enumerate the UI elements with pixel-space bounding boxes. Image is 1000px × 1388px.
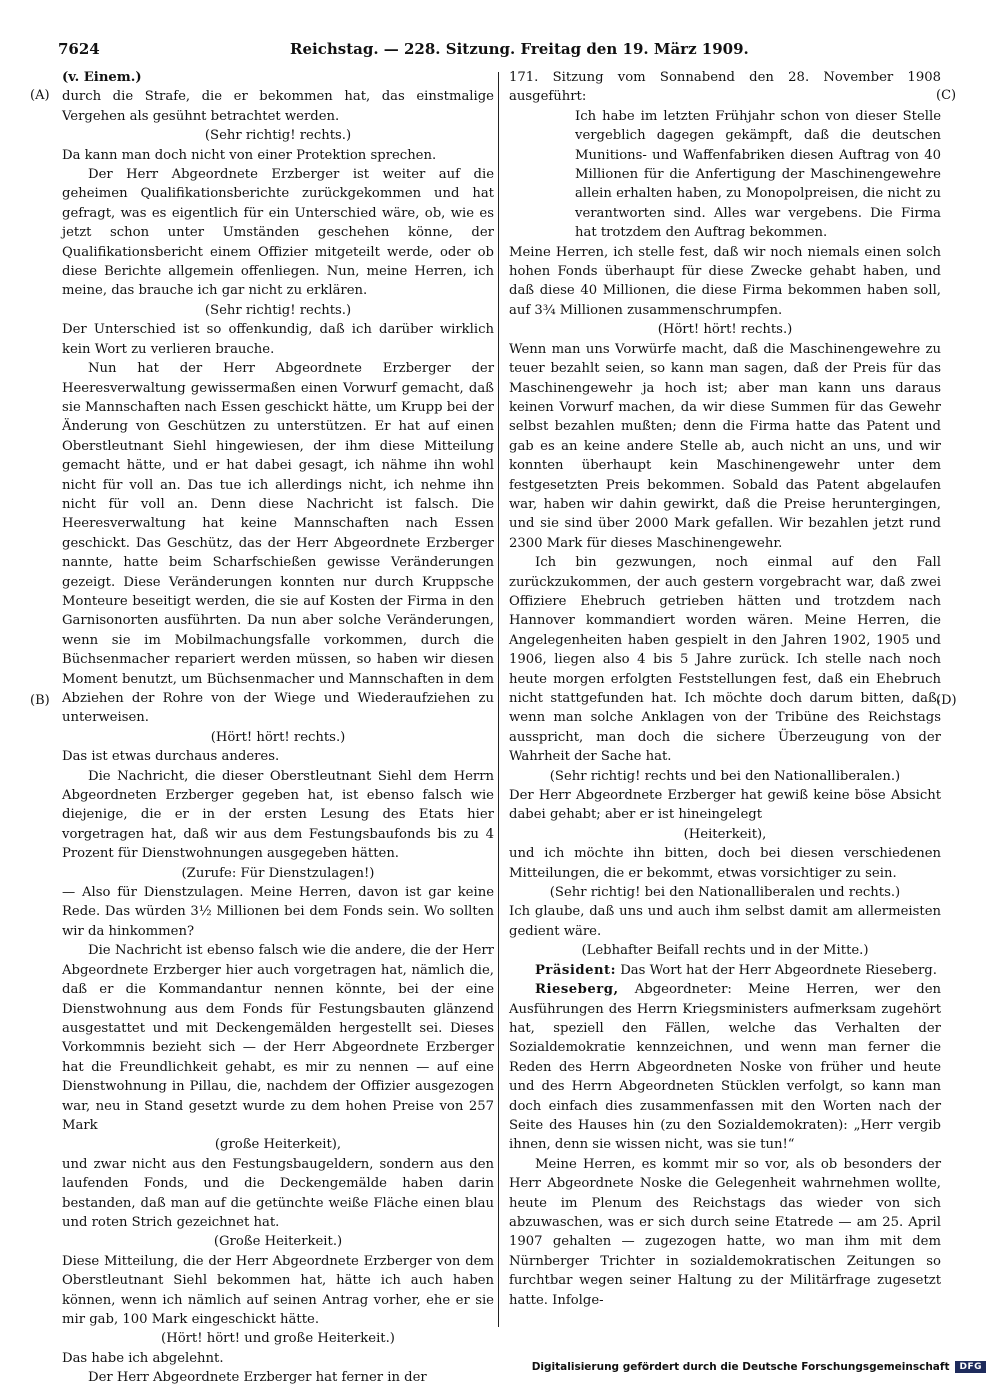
paragraph-text: Das Wort hat der Herr Abgeordnete Rieseberg.	[620, 962, 937, 978]
paragraph: — Also für Dienstzulagen. Meine Herren, davon ist gar keine Rede. Das würden 3½ Millionen bei dem Fonds sein. Wo sollten wir da hinkommen?	[62, 885, 494, 939]
paragraph: Die Nachricht ist ebenso falsch wie die andere, die der Herr Abgeordnete Erzberger hier auch vorgetragen hat, nämlich die, daß er die Kommandantur nennen könnte, bei der eine Dienstwohnung aus dem Fonds für Festungsbauten glänzend ausgestattet und mit Deckengemälden hergestellt sei. Dieses Vorkommnis bezieht sich — der Herr Abgeordnete Erzberger hat die Freundlichkeit gehabt, es mir zu nennen — auf eine Dienstwohnung in Pillau, die, nachdem der Offizier ausgezogen war, neu in Stand gesetzt wurde zu dem hohen Preise von 257 Mark	[62, 943, 494, 1133]
credit-text: Digitalisierung gefördert durch die Deutsche Forschungsgemeinschaft	[531, 1361, 950, 1373]
paragraph	[509, 961, 941, 980]
paragraph: Der Herr Abgeordnete Erzberger ist weiter auf die geheimen Qualifikationsberichte zurückgekommen und hat gefragt, was es eigentlich für ein Unterschied wäre, ob, wie es jetzt schon unter Umständen geschehen könne, der Qualifikationsbericht einem Offizier mitgeteilt werde, oder ob diese Berichte allgemein offenliegen. Nun, meine Herren, ich meine, das brauche ich gar nicht zu erklären.	[62, 167, 494, 299]
interjection: (große Heiterkeit),	[214, 1137, 342, 1153]
interjection: (Hört! hört! und große Heiterkeit.)	[161, 1331, 395, 1347]
paragraph: Ich bin gezwungen, noch einmal auf den Fall zurückzukommen, der auch gestern vorgebracht war, daß zwei Offiziere Ehebruch getrieben hätten und trotzdem nach Hannover kommandiert worden wären. Meine Herren, die Angelegenheiten haben gespielt in den Jahren 1902, 1905 und 1906, liegen also 4 bis 5 Jahre zurück. Ich stelle nach noch heute morgen erfolgten Feststellungen fest, daß ein Ehebruch nicht stattgefunden hat. Ich möchte doch darum bitten, daß, wenn man solche Anklagen von der Tribüne des Reichstags ausspricht, man doch die sichere Überzeugung von der Wahrheit der Sache hat.	[509, 555, 941, 765]
margin-mark-d: (D)	[936, 693, 957, 708]
margin-mark-b: (B)	[30, 693, 50, 708]
paragraph: Der Herr Abgeordnete Erzberger hat gewiß keine böse Absicht dabei gehabt; aber er ist hineingelegt	[509, 788, 941, 823]
paragraph: Die Nachricht, die dieser Oberstleutnant Siehl dem Herrn Abgeordneten Erzberger gegeben hat, ist ebenso falsch wie diejenige, die er in der ersten Lesung des Etats hier vorgetragen hat, daß wir aus dem Festungsbaufonds bis zu 4 Prozent für Dienstwohnungen ausgegeben hätten.	[62, 768, 494, 862]
quotation: Ich habe im letzten Frühjahr schon von dieser Stelle vergeblich dagegen gekämpft, daß die deutschen Munitions- und Waffenfabriken diesen Auftrag von 40 Millionen für die Anfertigung der Maschinengewehre allein erhalten haben, zu Monopolpreisen, die nicht zu verantworten sind. Alles war vergebens. Die Firma hat trotzdem den Auftrag bekommen.	[575, 108, 941, 241]
speaker-tag: (v. Einem.)	[62, 70, 142, 85]
page-number: 7624	[58, 40, 100, 58]
paragraph: Ich glaube, daß uns und auch ihm selbst damit am allermeisten gedient wäre.	[509, 904, 941, 939]
margin-mark-a: (A)	[30, 88, 50, 103]
paragraph: und ich möchte ihn bitten, doch bei diesen verschiedenen Mitteilungen, die er bekommt, etwas vorsichtiger zu sein.	[509, 846, 941, 881]
paragraph: Der Herr Abgeordnete Erzberger hat ferner in der	[88, 1370, 427, 1386]
dfg-logo-icon: DFG	[955, 1361, 986, 1373]
paragraph: und zwar nicht aus den Festungsbaugeldern, sondern aus den laufenden Fonds, und die Deckengemälde haben darin bestanden, daß man auf die getünchte weiße Fläche einen blau und roten Strich gezeichnet hat.	[62, 1156, 494, 1230]
paragraph: Da kann man doch nicht von einer Protektion sprechen.	[62, 147, 437, 163]
interjection: (Sehr richtig! rechts.)	[204, 302, 352, 318]
interjection: (Heiterkeit),	[683, 826, 767, 842]
paragraph: Wenn man uns Vorwürfe macht, daß die Maschinengewehre zu teuer bezahlt seien, so kann man sagen, daß der Preis für das Maschinengewehr ja hoch ist; aber man kann uns daraus keinen Vorwurf machen, da wir diese Summen für das Gewehr selbst bezahlen mußten; denn die Firma hatte das Patent und gab es an keine andere Stelle ab, auch nicht an uns, und wir konnten überhaupt kein Maschinengewehr unter dem festgesetzten Preis bekommen. Sobald das Patent abgelaufen war, haben wir dahin gewirkt, daß die Preise heruntergingen, und sie sind über 2000 Mark gefallen. Wir bezahlen jetzt rund 2300 Mark für dieses Maschinengewehr.	[509, 341, 941, 551]
page-header	[0, 0, 1000, 70]
speaker-name: Präsident:	[535, 962, 617, 978]
interjection: (Hört! hört! rechts.)	[210, 729, 346, 745]
column-rule	[498, 72, 499, 1327]
paragraph: durch die Strafe, die er bekommen hat, das einstmalige Vergehen als gesühnt betrachtet werden.	[62, 89, 494, 124]
paragraph: 171. Sitzung vom Sonnabend den 28. November 1908 ausgeführt:	[509, 70, 941, 105]
interjection: (Lebhafter Beifall rechts und in der Mitte.)	[581, 943, 869, 959]
paragraph: Meine Herren, es kommt mir so vor, als ob besonders der Herr Abgeordnete Noske die Gelegenheit wahrnehmen wollte, heute im Plenum des Reichstags das wieder von sich abzuwaschen, was er sich durch seine Etatrede — am 25. April 1907 gehalten — zugezogen hatte, wo man ihm mit dem Nürnberger Trichter in sozialdemokratischen Zeitungen so furchtbar wegen seiner Haltung zu der Militärfrage zugesetzt hatte. Infolge-	[509, 1156, 941, 1308]
left-column	[62, 68, 494, 1386]
paragraph: Das habe ich abgelehnt.	[62, 1350, 224, 1366]
digitization-credit	[532, 1361, 986, 1373]
paragraph	[509, 980, 941, 1155]
paragraph: Diese Mitteilung, die der Herr Abgeordnete Erzberger von dem Oberstleutnant Siehl bekommen hat, hätte ich auch haben können, wenn ich nämlich auf seinen Antrag vorher, ehe er sie mir gab, 100 Mark eingeschickt hätte.	[62, 1253, 494, 1327]
paragraph: Nun hat der Herr Abgeordnete Erzberger der Heeresverwaltung gewissermaßen einen Vorwurf gemacht, daß sie Mannschaften nach Essen geschickt hätte, um Krupp bei der Änderung von Geschützen zu unterstützen. Er hat auf einen Oberstleutnant Siehl hingewiesen, der ihm diese Mitteilung gemacht hätte, und er hat dabei gesagt, ich nähme ihn wohl nicht für voll an. Das tue ich allerdings nicht, ich nehme ihn nicht für voll an. Denn diese Nachricht ist falsch. Die Heeresverwaltung hat keine Mannschaften nach Essen geschickt. Das Geschütz, das der Herr Abgeordnete Erzberger nannte, hatte beim Scharfschießen gewisse Veränderungen gezeigt. Diese Veränderungen konnten nur durch Kruppsche Monteure beseitigt werden, die sie auf Kosten der Firma in den Garnisonorten ausführten. Da nun aber solche Veränderungen, wenn sie im Mobilmachungsfalle vorkommen, durch die Büchsenmacher repariert werden müssen, so haben wir diesen Moment benutzt, um Büchsenmacher und Mannschaften in dem Abziehen der Rohre von der Wiege und Wiederaufziehen zu unterweisen.	[62, 361, 494, 726]
paragraph: Der Unterschied ist so offenkundig, daß ich darüber wirklich kein Wort zu verlieren brauche.	[62, 322, 494, 357]
margin-mark-c: (C)	[936, 88, 957, 103]
interjection: (Zurufe: Für Dienstzulagen!)	[181, 865, 375, 881]
interjection: (Sehr richtig! bei den Nationalliberalen und rechts.)	[549, 885, 901, 901]
interjection: (Sehr richtig! rechts und bei den Nationalliberalen.)	[549, 768, 901, 784]
running-head: Reichstag. — 228. Sitzung. Freitag den 19. März 1909.	[290, 40, 749, 58]
interjection: (Hört! hört! rechts.)	[657, 322, 793, 338]
speaker-name: Rieseberg,	[535, 982, 619, 998]
interjection: (Sehr richtig! rechts.)	[204, 128, 352, 144]
paragraph: Das ist etwas durchaus anderes.	[62, 749, 280, 765]
paragraph: Meine Herren, ich stelle fest, daß wir noch niemals einen solch hohen Fonds überhaupt für diese Zwecke gehabt haben, und daß diese 40 Millionen, die diese Firma bekommen haben soll, auf 3¾ Millionen zusammenschrumpfen.	[509, 244, 941, 318]
right-column	[509, 68, 941, 1330]
interjection: (Große Heiterkeit.)	[213, 1234, 343, 1250]
paragraph-text: Abgeordneter: Meine Herren, wer den Ausführungen des Herrn Kriegsministers aufmerksam zugehört hat, speziell den Fällen, welche das Verhalten der Sozialdemokratie kennzeichnen, und wenn man ferner die Reden des Herrn Abgeordneten Noske von früher und heute und des Herrn Abgeordneten Stücklen verfolgt, so kann man doch einfach dies zusammenfassen mit den Worten nach der Seite des Hauses hin (zu den Sozialdemokraten): „Herr vergib ihnen, denn sie wissen nicht, was sie tun!“	[509, 982, 941, 1153]
